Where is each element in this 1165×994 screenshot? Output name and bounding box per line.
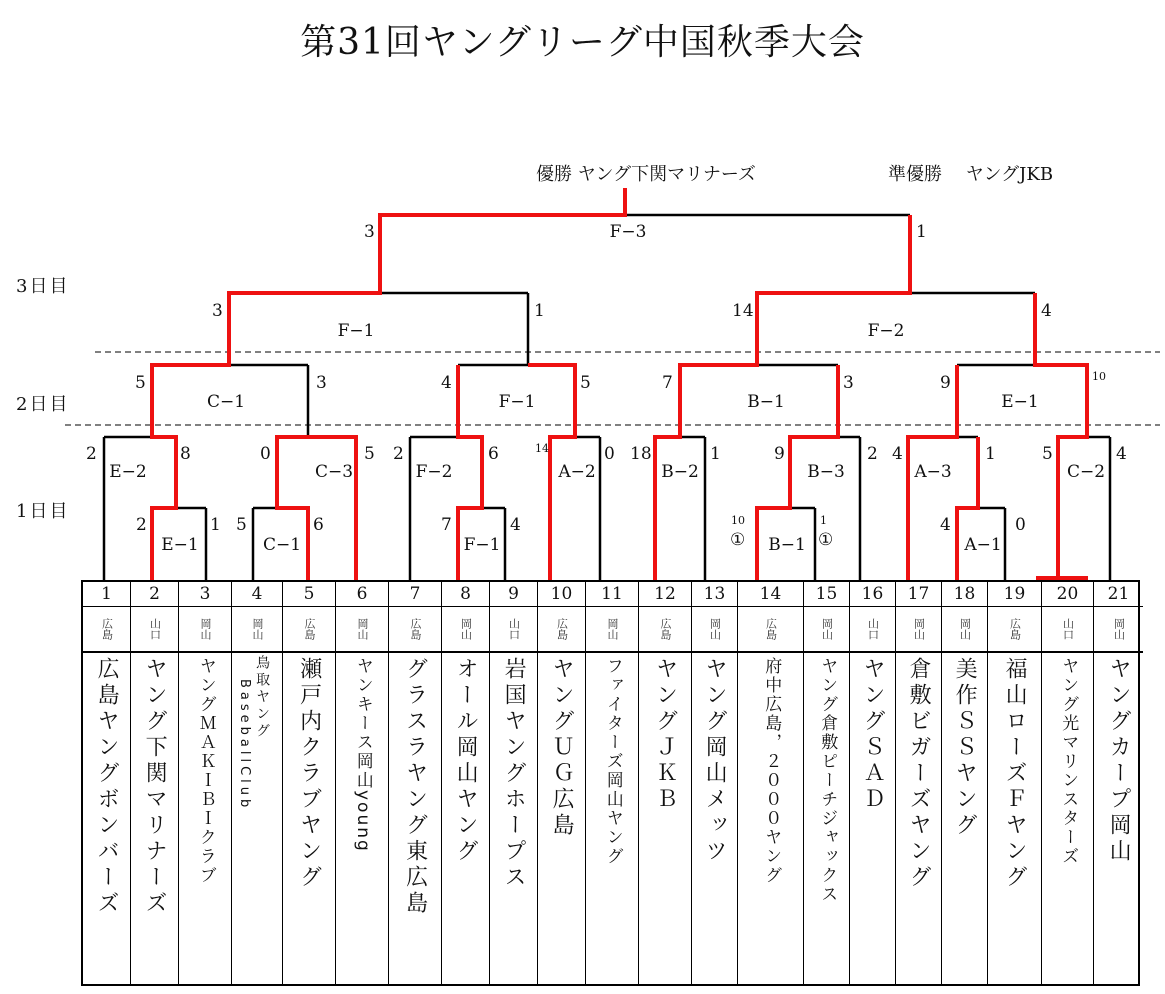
team-prefecture: [942, 607, 987, 653]
team-column: [692, 582, 738, 984]
game-label: E−1: [161, 535, 199, 555]
score: 7: [441, 515, 452, 535]
game-label: B−2: [661, 462, 699, 482]
game-label: B−1: [747, 392, 785, 412]
team-name-text: 倉敷ビガーズヤング: [906, 657, 932, 891]
team-table: [81, 580, 1140, 986]
score: 4: [1116, 444, 1127, 464]
day-3-label: 3日目: [16, 276, 70, 297]
team-prefecture-text: 岡山: [958, 618, 972, 640]
team-name-text: ヤングＳＡＤ: [860, 657, 886, 813]
team-name: [586, 653, 638, 984]
game-label: A−2: [558, 462, 596, 482]
team-prefecture-text: 岡山: [708, 618, 722, 640]
team-prefecture-text: 広島: [764, 618, 778, 640]
score: 2: [136, 515, 147, 535]
team-name: [83, 653, 130, 984]
score: 1: [916, 222, 927, 242]
team-prefecture-text: 広島: [409, 618, 422, 640]
team-column: [738, 582, 804, 984]
game-r1-a2: [535, 442, 615, 482]
team-name: [988, 653, 1041, 984]
game-qf-f1: [441, 373, 591, 412]
team-name: [942, 653, 987, 984]
score: 5: [580, 373, 591, 393]
game-label: C−1: [206, 392, 246, 412]
team-prefecture: [538, 607, 585, 653]
day-1-label: 1日目: [16, 501, 70, 522]
score: 3: [316, 373, 327, 393]
score: 2: [86, 444, 97, 464]
game-label: F−2: [867, 321, 905, 341]
game-label: E−2: [109, 462, 147, 482]
team-number: 20: [1042, 582, 1093, 607]
score: 4: [892, 444, 903, 464]
game-label: A−1: [964, 535, 1002, 555]
score: 3: [364, 222, 375, 242]
game-r1-c2: [1042, 444, 1127, 482]
team-name-text: 美作ＳＳヤング: [952, 657, 978, 839]
game-label: C−1: [262, 535, 302, 555]
score: 7: [662, 373, 673, 393]
score: 9: [774, 444, 785, 464]
team-prefecture: [232, 607, 282, 653]
team-number: 12: [639, 582, 691, 607]
team-name: [490, 653, 537, 984]
team-column: [83, 582, 131, 984]
score: 18: [630, 444, 652, 464]
team-number: 10: [538, 582, 585, 607]
score: 1: [210, 515, 221, 535]
score: 5: [364, 444, 375, 464]
team-name-text: 府中広島，２０００ヤング: [761, 657, 782, 885]
score: 5: [1042, 444, 1053, 464]
team-number: 6: [336, 582, 388, 607]
score: 0: [260, 444, 271, 464]
team-prefecture-text: 山口: [148, 618, 162, 640]
game-label: C−2: [1066, 462, 1106, 482]
team-name: [232, 653, 282, 984]
team-column: [389, 582, 442, 984]
team-prefecture: [988, 607, 1041, 653]
team-name: [639, 653, 691, 984]
team-name: [896, 653, 941, 984]
team-prefecture-text: 広島: [659, 618, 672, 640]
team-name-text: 福山ローズＦヤング: [1002, 657, 1028, 891]
game-qf-e1: [940, 370, 1106, 412]
team-name-text: ヤング光マリンスターズ: [1058, 657, 1079, 866]
game-sf-left: [212, 301, 545, 341]
game-label: B−3: [807, 462, 845, 482]
team-column: [850, 582, 896, 984]
team-prefecture-text: 岡山: [199, 618, 212, 640]
game-label: F−1: [498, 392, 536, 412]
team-number: 11: [586, 582, 638, 607]
team-column: [232, 582, 283, 984]
team-column: [179, 582, 232, 984]
team-prefecture-text: 山口: [507, 618, 521, 640]
team-name: [738, 653, 803, 984]
game-label: F−1: [463, 535, 501, 555]
team-number: 1: [83, 582, 130, 607]
team-column: [442, 582, 490, 984]
team-prefecture-text: 岡山: [820, 618, 834, 640]
score: 6: [313, 515, 324, 535]
team-name: [692, 653, 737, 984]
score: 1: [710, 444, 721, 464]
game-r1-b2: [630, 444, 721, 482]
game-r0-a1: [940, 515, 1026, 555]
team-prefecture: [692, 607, 737, 653]
score: 10: [1092, 370, 1106, 383]
team-prefecture: [389, 607, 441, 653]
team-name-text: 瀬戸内クラブヤング: [296, 657, 322, 891]
team-prefecture: [804, 607, 849, 653]
team-prefecture: [1042, 607, 1093, 653]
team-name-text: ヤンキース岡山young: [352, 657, 373, 853]
team-prefecture-text: 岡山: [251, 618, 264, 640]
team-prefecture-text: 山口: [1061, 618, 1075, 640]
game-r0-c1: [236, 515, 324, 555]
team-prefecture: [639, 607, 691, 653]
score: 10: [731, 514, 745, 527]
score: 1: [534, 301, 545, 321]
team-prefecture: [179, 607, 231, 653]
game-label: F−2: [415, 462, 453, 482]
score: 8: [180, 444, 191, 464]
team-column: [1094, 582, 1143, 984]
team-prefecture: [83, 607, 130, 653]
team-name-text: ファイターズ岡山ヤング: [602, 657, 623, 866]
team-column: [336, 582, 389, 984]
team-name: [179, 653, 231, 984]
game-label: B−1: [768, 535, 806, 555]
team-name-text: ヤングＪＫＢ: [652, 657, 678, 813]
team-column: [586, 582, 639, 984]
team-number: 21: [1094, 582, 1143, 607]
team-number: 19: [988, 582, 1041, 607]
score: 0: [1015, 515, 1026, 535]
team-name: [1042, 653, 1093, 984]
game-sf-right: [732, 301, 1052, 341]
team-name-text: ヤングＵＧ広島: [549, 657, 575, 839]
team-number: 17: [896, 582, 941, 607]
score: 1: [985, 444, 996, 464]
team-name-text: ヤングＭＡＫＩＢＩクラブ: [195, 657, 216, 885]
team-name-subtext: BaseballClub: [236, 679, 252, 812]
team-prefecture: [131, 607, 178, 653]
team-column: [131, 582, 179, 984]
team-name: [850, 653, 895, 984]
team-prefecture: [738, 607, 803, 653]
game-qf-b1: [662, 373, 854, 412]
game-final: [364, 222, 927, 242]
score-mark: ①: [730, 530, 746, 550]
team-name: [336, 653, 388, 984]
team-name: [1094, 653, 1143, 984]
team-prefecture-text: 広島: [1008, 618, 1022, 640]
team-prefecture: [586, 607, 638, 653]
team-number: 8: [442, 582, 489, 607]
team-prefecture: [896, 607, 941, 653]
team-prefecture-text: 広島: [100, 618, 114, 640]
team-column: [1042, 582, 1094, 984]
team-name: [804, 653, 849, 984]
team-number: 7: [389, 582, 441, 607]
game-label: A−3: [914, 462, 952, 482]
day-2-label: 2日目: [16, 394, 70, 415]
game-label: C−3: [314, 462, 354, 482]
team-number: 5: [283, 582, 335, 607]
team-prefecture-text: 広島: [555, 618, 569, 640]
team-number: 15: [804, 582, 849, 607]
team-name: [131, 653, 178, 984]
bracket-black-lines: [104, 215, 1110, 580]
score: 4: [441, 373, 452, 393]
team-name-text: 岩国ヤングホープス: [501, 657, 527, 891]
team-prefecture: [850, 607, 895, 653]
game-r0-b1: [730, 514, 833, 555]
team-column: [283, 582, 336, 984]
team-number: 13: [692, 582, 737, 607]
team-name: [538, 653, 585, 984]
team-prefecture: [442, 607, 489, 653]
team-name-text: オール岡山ヤング: [453, 657, 479, 865]
team-prefecture-text: 岡山: [912, 618, 926, 640]
team-column: [538, 582, 586, 984]
team-prefecture: [1094, 607, 1143, 653]
game-r0-f1: [441, 515, 521, 555]
score: 2: [867, 444, 878, 464]
team-column: [804, 582, 850, 984]
team-number: 18: [942, 582, 987, 607]
team-name: [283, 653, 335, 984]
team-number: 2: [131, 582, 178, 607]
game-qf-c1: [135, 373, 327, 412]
score: 4: [940, 515, 951, 535]
team-name-text: ヤング岡山メッツ: [702, 657, 728, 865]
team-name-text: 広島ヤングボンバーズ: [94, 657, 120, 917]
score: 4: [510, 515, 521, 535]
game-r0-e1: [136, 515, 221, 555]
score: 1: [820, 514, 827, 527]
champion-label: 優勝 ヤング下関マリナーズ: [536, 164, 756, 185]
team-prefecture-text: 岡山: [459, 618, 473, 640]
team-column: [896, 582, 942, 984]
team-name-text: ヤングカープ岡山: [1106, 657, 1132, 865]
score: 6: [488, 444, 499, 464]
game-label: E−1: [1001, 392, 1039, 412]
team-name: [389, 653, 441, 984]
team-number: 16: [850, 582, 895, 607]
team-name-text: ヤング下関マリナーズ: [142, 657, 168, 917]
team-number: 9: [490, 582, 537, 607]
score: 0: [604, 444, 615, 464]
game-label: F−3: [609, 222, 647, 242]
score: 4: [1041, 301, 1052, 321]
team-name-text: グラスラヤング東広島: [402, 657, 428, 917]
team-prefecture: [490, 607, 537, 653]
game-label: F−1: [337, 321, 375, 341]
team-number: 4: [232, 582, 282, 607]
team-number: 3: [179, 582, 231, 607]
team-prefecture-text: 広島: [303, 618, 316, 640]
score-mark: ①: [818, 530, 834, 550]
team-prefecture-text: 山口: [866, 618, 880, 640]
score: 9: [940, 373, 951, 393]
team-prefecture-text: 岡山: [1112, 618, 1126, 640]
team-column: [639, 582, 692, 984]
score: 5: [135, 373, 146, 393]
score: 14: [535, 442, 549, 455]
score: 14: [732, 301, 754, 321]
page-title: 第31回ヤングリーグ中国秋季大会: [300, 22, 865, 63]
team-name: [442, 653, 489, 984]
score: 2: [393, 444, 404, 464]
team-column: [490, 582, 538, 984]
team-column: [988, 582, 1042, 984]
team-name-text: 鳥取ヤング: [254, 655, 271, 740]
score: 3: [212, 301, 223, 321]
team-prefecture: [336, 607, 388, 653]
score: 5: [236, 515, 247, 535]
team-number: 14: [738, 582, 803, 607]
score: 3: [843, 373, 854, 393]
team-prefecture: [283, 607, 335, 653]
team-prefecture-text: 岡山: [356, 618, 369, 640]
team-column: [942, 582, 988, 984]
team-name-text: ヤング倉敷ピーチジャックス: [817, 657, 838, 904]
runner-up-label: 準優勝 ヤングJKB: [888, 164, 1054, 185]
team-prefecture-text: 岡山: [606, 618, 619, 640]
